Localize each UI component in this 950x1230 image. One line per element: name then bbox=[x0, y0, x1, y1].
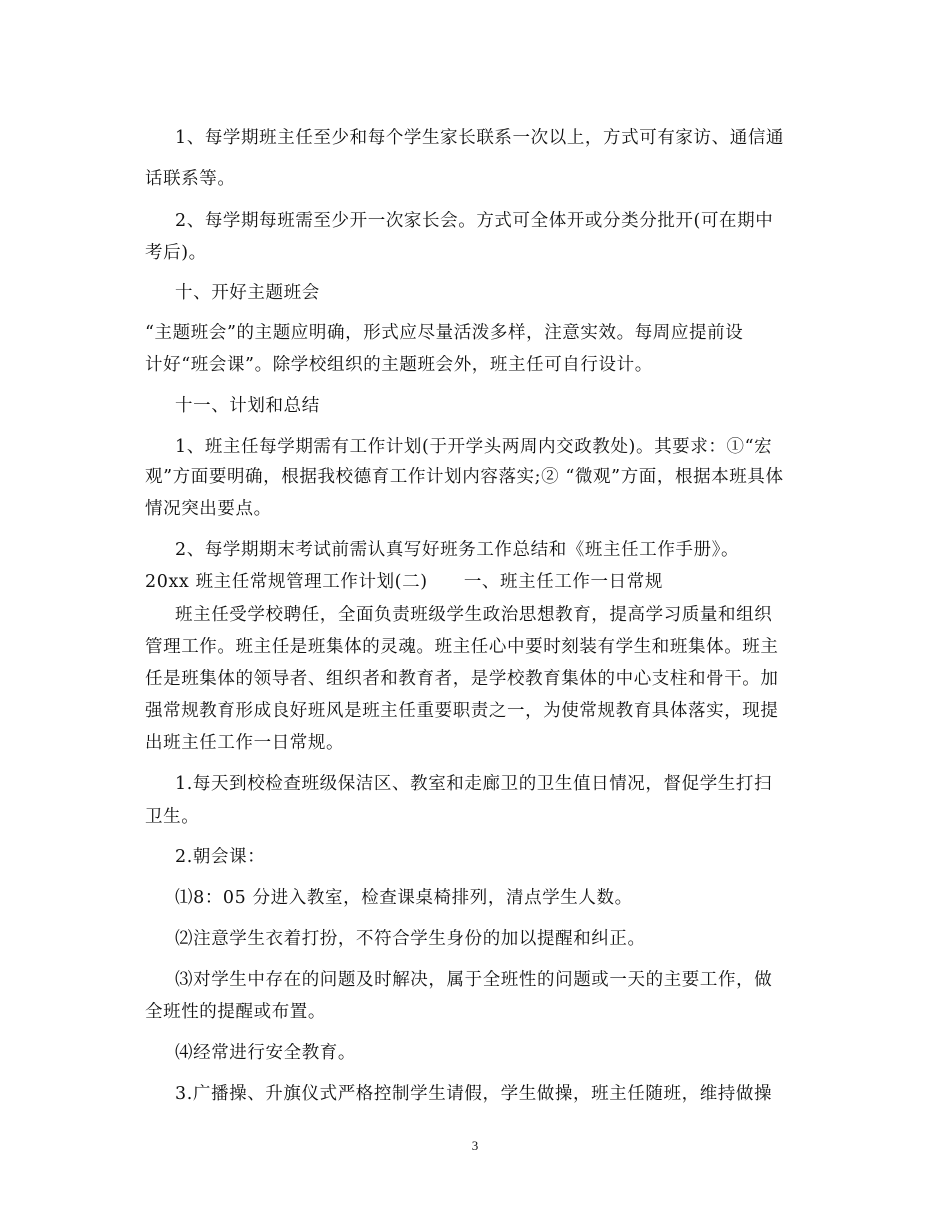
paragraph-line: 班主任受学校聘任，全面负责班级学生政治思想教育，提高学习质量和组织 bbox=[175, 605, 773, 625]
paragraph-line: 1、每学期班主任至少和每个学生家长联系一次以上，方式可有家访、通信通 bbox=[175, 128, 785, 148]
paragraph-line: 情况突出要点。 bbox=[145, 499, 272, 519]
paragraph-line: ⑴8：05 分进入教室，检查课桌椅排列，清点学生人数。 bbox=[175, 888, 633, 908]
paragraph-line: 2.朝会课： bbox=[175, 847, 266, 867]
paragraph-line: 3.广播操、升旗仪式严格控制学生请假，学生做操，班主任随班，维持做操 bbox=[175, 1084, 773, 1104]
paragraph-line: 2、每学期期末考试前需认真写好班务工作总结和《班主任工作手册》。 bbox=[175, 540, 740, 560]
paragraph-line: 管理工作。班主任是班集体的灵魂。班主任心中要时刻装有学生和班集体。班主 bbox=[145, 637, 779, 657]
paragraph-line: 出班主任工作一日常规。 bbox=[145, 733, 345, 753]
paragraph-line: “主题班会”的主题应明确，形式应尽量活泼多样，注意实效。每周应提前设 bbox=[145, 323, 744, 343]
paragraph-line: 话联系等。 bbox=[145, 169, 236, 189]
paragraph-line: 全班性的提醒或布置。 bbox=[145, 1002, 326, 1022]
page-number: 3 bbox=[471, 1138, 479, 1153]
paragraph-line: 强常规教育形成良好班风是班主任重要职责之一，为使常规教育具体落实，现提 bbox=[145, 701, 779, 721]
paragraph-line: 1、班主任每学期需有工作计划(于开学头两周内交政教处)。其要求：①“宏 bbox=[175, 437, 773, 457]
paragraph-line: ⑶对学生中存在的问题及时解决，属于全班性的问题或一天的主要工作，做 bbox=[175, 970, 773, 990]
paragraph-line: 任是班集体的领导者、组织者和教育者，是学校教育集体的中心支柱和骨干。加 bbox=[145, 669, 779, 689]
paragraph-line: 计好“班会课”。除学校组织的主题班会外，班主任可自行设计。 bbox=[145, 355, 653, 375]
paragraph-line: ⑵注意学生衣着打扮，不符合学生身份的加以提醒和纠正。 bbox=[175, 929, 646, 949]
section-heading: 十一、计划和总结 bbox=[175, 396, 320, 416]
paragraph-line: 观”方面要明确，根据我校德育工作计划内容落实;② “微观”方面，根据本班具体 bbox=[145, 467, 784, 487]
section-heading: 十、开好主题班会 bbox=[175, 283, 320, 303]
paragraph-line: 考后)。 bbox=[145, 243, 207, 263]
paragraph-line: 2、每学期每班需至少开一次家长会。方式可全体开或分类分批开(可在期中 bbox=[175, 211, 774, 231]
paragraph-line: 卫生。 bbox=[145, 807, 200, 827]
paragraph-line: 1.每天到校检查班级保洁区、教室和走廊卫的卫生值日情况，督促学生打扫 bbox=[175, 774, 773, 794]
plan-title-line: 20xx 班主任常规管理工作计划(二) 一、班主任工作一日常规 bbox=[145, 572, 663, 592]
paragraph-line: ⑷经常进行安全教育。 bbox=[175, 1043, 356, 1063]
